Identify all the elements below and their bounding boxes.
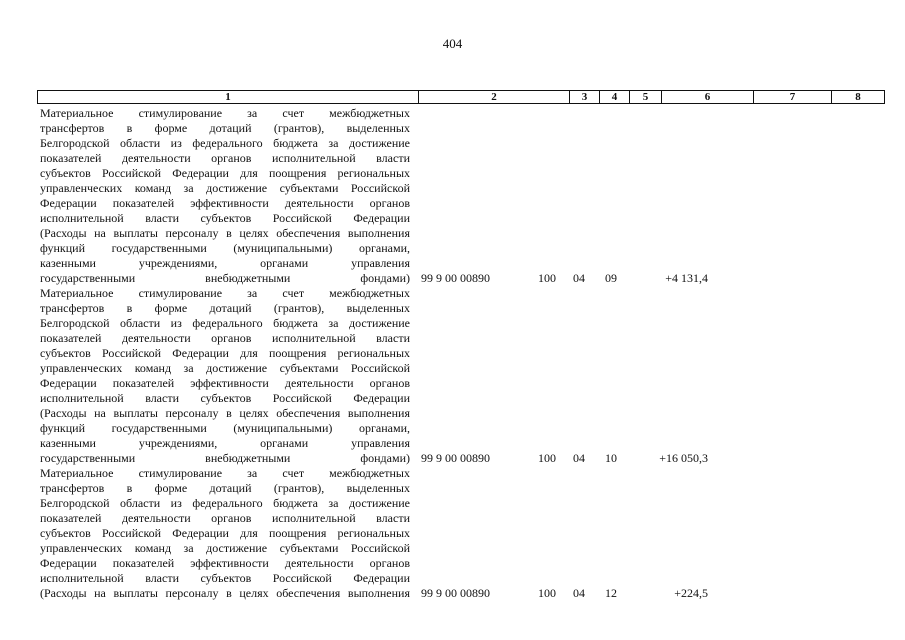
row-amount: +4 131,4: [665, 271, 708, 285]
table-header-row: [37, 90, 885, 104]
row-col5: 12: [605, 586, 617, 600]
row-code: 99 9 00 00890: [421, 586, 490, 600]
row-description: Материальное стимулирование за счет межбюджетных трансфертов в форме дотаций (грантов), выделенных Белгородской области из федерального бюджета за достижение показателей деятельности органов исполнительной власти субъектов Российской Федерации для поощрения региональных управленческих команд за достижение субъектами Российской Федерации показателей эффективности деятельности органов исполнительной власти субъектов Российской Федерации (Расходы на выплаты персоналу в целях обеспечения выполнения: [40, 466, 410, 600]
header-col-6: 6: [662, 91, 754, 103]
header-col-1: 1: [38, 91, 419, 103]
row-amount: +224,5: [674, 586, 708, 600]
page-number: 404: [442, 36, 463, 51]
header-col-3: 3: [570, 91, 600, 103]
header-col-7: 7: [754, 91, 832, 103]
header-col-4: 4: [600, 91, 630, 103]
row-col3: 100: [538, 271, 556, 285]
row-description: Материальное стимулирование за счет межбюджетных трансфертов в форме дотаций (грантов), выделенных Белгородской области из федерального бюджета за достижение показателей деятельности органов исполнительной власти субъектов Российской Федерации для поощрения региональных управленческих команд за достижение субъектами Российской Федерации показателей эффективности деятельности органов исполнительной власти субъектов Российской Федерации (Расходы на выплаты персоналу в целях обеспечения выполнения функций государственными (муниципальными) органами, казенными учреждениями, органами управления государственными внебюджетными фондами): [40, 286, 410, 465]
row-col4: 04: [573, 451, 585, 465]
row-amount: +16 050,3: [659, 451, 708, 465]
row-col3: 100: [538, 451, 556, 465]
header-col-8: 8: [855, 91, 861, 103]
row-col5: 09: [605, 271, 617, 285]
row-col5: 10: [605, 451, 617, 465]
row-code: 99 9 00 00890: [421, 451, 490, 465]
row-col4: 04: [573, 586, 585, 600]
header-col-5: 5: [630, 91, 662, 103]
header-col-2: 2: [419, 91, 570, 103]
row-col4: 04: [573, 271, 585, 285]
row-code: 99 9 00 00890: [421, 271, 490, 285]
row-col3: 100: [538, 586, 556, 600]
row-description: Материальное стимулирование за счет межбюджетных трансфертов в форме дотаций (грантов), выделенных Белгородской области из федерального бюджета за достижение показателей деятельности органов исполнительной власти субъектов Российской Федерации для поощрения региональных управленческих команд за достижение субъектами Российской Федерации показателей эффективности деятельности органов исполнительной власти субъектов Российской Федерации (Расходы на выплаты персоналу в целях обеспечения выполнения функций государственными (муниципальными) органами, казенными учреждениями, органами управления государственными внебюджетными фондами): [40, 106, 410, 285]
